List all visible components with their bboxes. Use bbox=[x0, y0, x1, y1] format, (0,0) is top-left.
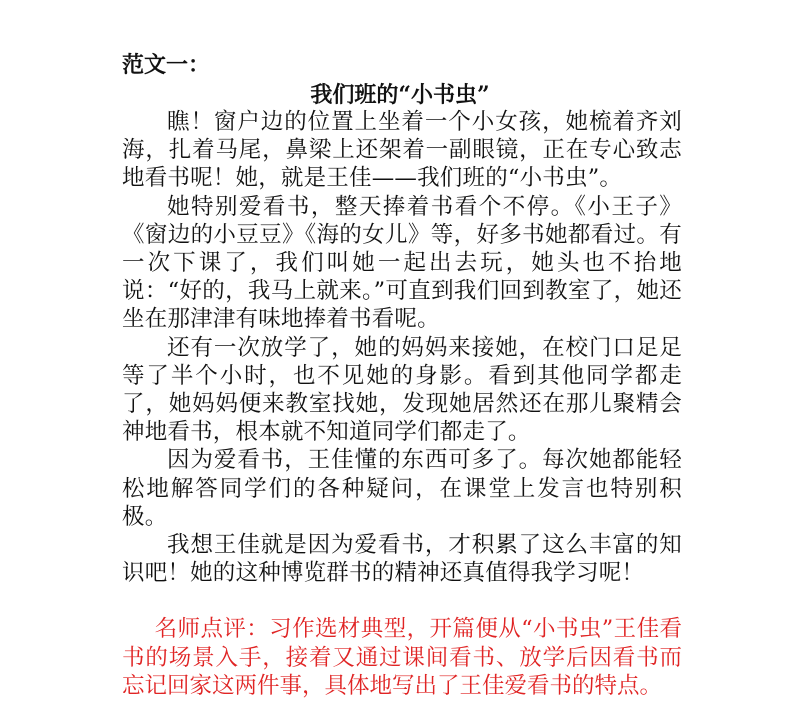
paragraph-1: 瞧！窗户边的位置上坐着一个小女孩，她梳着齐刘海，扎着马尾，鼻梁上还架着一副眼镜，正在专心致志地看书呢！她，就是王佳——我们班的“小书虫”。 bbox=[122, 109, 682, 192]
paragraph-spacer bbox=[122, 587, 682, 615]
paragraph-3: 还有一次放学了，她的妈妈来接她，在校门口足足等了半个小时，也不见她的身影。看到其他同学都走了，她妈妈便来教室找她，发现她居然还在那儿聚精会神地看书，根本就不知道同学们都走了。 bbox=[122, 334, 682, 446]
essay-body bbox=[122, 108, 682, 700]
paragraph-4: 因为爱看书，王佳懂的东西可多了。每次她都能轻松地解答同学们的各种疑问，在课堂上发言也特别积极。 bbox=[122, 447, 682, 530]
paragraph-5: 我想王佳就是因为爱看书，才积累了这么丰富的知识吧！她的这种博览群书的精神还真值得我学习呢！ bbox=[122, 532, 682, 587]
essay-title: 我们班的“小书虫” bbox=[310, 82, 490, 108]
paragraph-2: 她特别爱看书，整天捧着书看个不停。《小王子》《窗边的小豆豆》《海的女儿》等，好多书她都看过。有一次下课了，我们叫她一起出去玩，她头也不抬地说：“好的，我马上就来。”可直到我们回到教室了，她还坐在那津津有味地捧着书看呢。 bbox=[122, 193, 682, 333]
essay-label: 范文一： bbox=[122, 52, 211, 78]
teacher-comment: 名师点评：习作选材典型，开篇便从“小书虫”王佳看书的场景入手，接着又通过课间看书、放学后因看书而忘记回家这两件事，具体地写出了王佳爱看书的特点。 bbox=[122, 616, 682, 699]
